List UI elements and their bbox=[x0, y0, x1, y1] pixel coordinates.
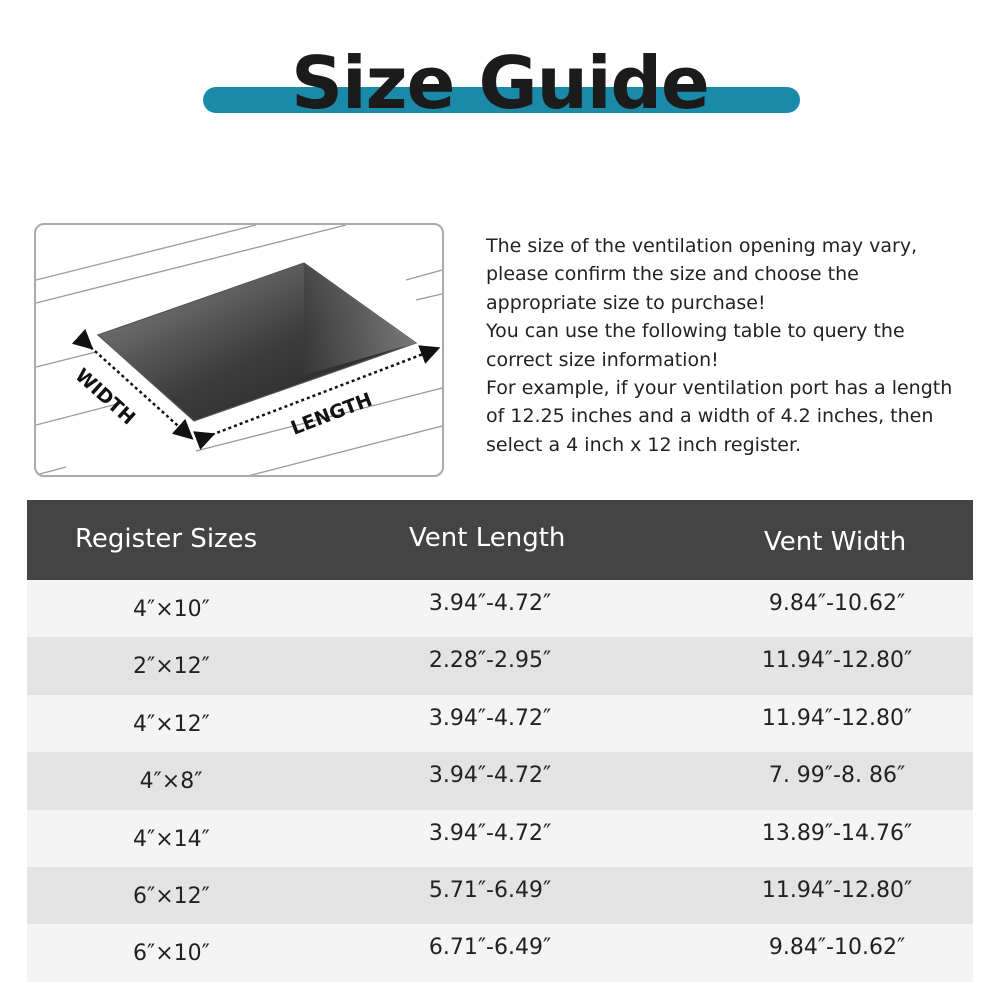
vent-inner-wall bbox=[304, 263, 416, 375]
vent-opening-diagram bbox=[34, 223, 444, 477]
table-row bbox=[27, 810, 973, 867]
description-line: The size of the ventilation opening may vary, bbox=[486, 235, 918, 257]
register-size-cell: 2″×12″ bbox=[133, 654, 210, 680]
table-row bbox=[27, 924, 973, 981]
vent-length-cell: 5.71″-6.49″ bbox=[428, 877, 552, 903]
vent-width-cell: 11.94″-12.80″ bbox=[761, 877, 913, 903]
size-table bbox=[27, 500, 973, 982]
table-row bbox=[27, 752, 973, 809]
register-size-cell: 4″×10″ bbox=[133, 597, 210, 622]
vent-length-cell: 6.71″-6.49″ bbox=[428, 935, 552, 961]
table-row bbox=[27, 637, 973, 694]
description-line: please confirm the size and choose the bbox=[486, 263, 859, 286]
vent-length-cell: 3.94″-4.72″ bbox=[428, 705, 552, 731]
description-line: of 12.25 inches and a width of 4.2 inches, then bbox=[486, 405, 934, 428]
vent-length-cell: 3.94″-4.72″ bbox=[428, 763, 552, 789]
width-label: WIDTH bbox=[70, 364, 140, 430]
vent-width-cell: 11.94″-12.80″ bbox=[761, 705, 913, 731]
register-size-cell: 6″×12″ bbox=[133, 883, 210, 909]
vent-width-cell: 13.89″-14.76″ bbox=[761, 820, 913, 846]
header-register-sizes: Register Sizes bbox=[75, 524, 258, 554]
description-line: correct size information! bbox=[486, 348, 719, 371]
length-label: LENGTH bbox=[287, 388, 376, 440]
register-size-cell: 4″×12″ bbox=[133, 711, 210, 737]
vent-length-cell: 2.28″-2.95″ bbox=[428, 648, 552, 674]
description-line: appropriate size to purchase! bbox=[486, 291, 766, 314]
vent-width-cell: 7. 99″-8. 86″ bbox=[768, 763, 906, 789]
register-size-cell: 4″×14″ bbox=[133, 826, 210, 852]
vent-length-cell: 3.94″-4.72″ bbox=[428, 820, 552, 846]
vent-width-cell: 9.84″-10.62″ bbox=[768, 591, 906, 616]
table-row bbox=[27, 580, 973, 637]
table-row bbox=[27, 695, 973, 752]
size-description bbox=[486, 232, 986, 459]
page-title: Size Guide bbox=[291, 41, 709, 125]
vent-length-cell: 3.94″-4.72″ bbox=[428, 591, 552, 616]
register-size-cell: 6″×10″ bbox=[133, 941, 210, 967]
header-vent-length: Vent Length bbox=[409, 523, 566, 553]
vent-width-cell: 11.94″-12.80″ bbox=[761, 648, 913, 674]
vent-diagram-illustration bbox=[36, 225, 444, 477]
description-line: For example, if your ventilation port has a length bbox=[486, 377, 953, 400]
description-line: You can use the following table to query the bbox=[486, 320, 905, 343]
table-row bbox=[27, 867, 973, 924]
description-line: select a 4 inch x 12 inch register. bbox=[486, 433, 802, 456]
header-vent-width: Vent Width bbox=[764, 527, 907, 557]
table-header bbox=[27, 500, 973, 580]
register-size-cell: 4″×8″ bbox=[139, 769, 203, 795]
vent-width-cell: 9.84″-10.62″ bbox=[768, 935, 906, 961]
title-banner bbox=[0, 30, 1000, 140]
